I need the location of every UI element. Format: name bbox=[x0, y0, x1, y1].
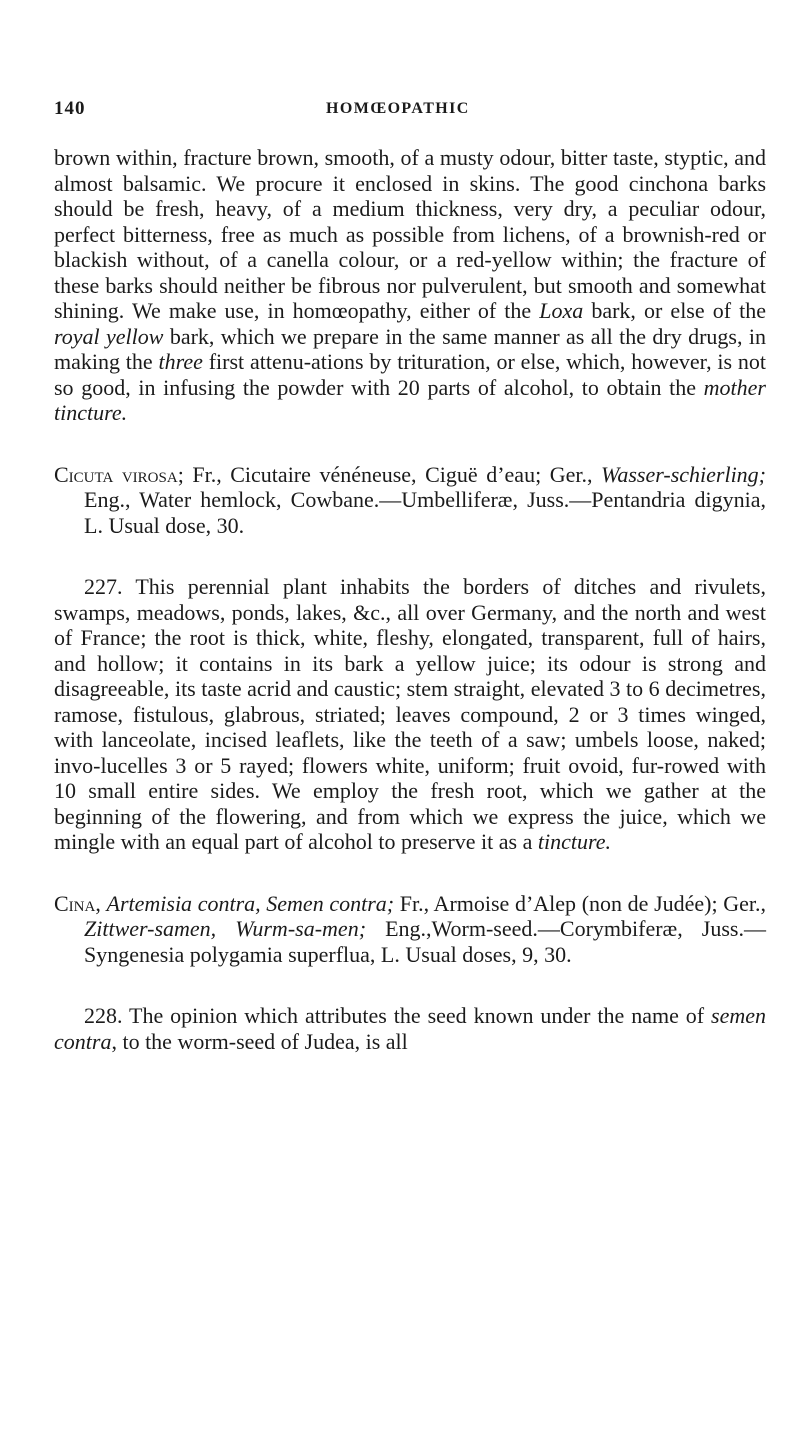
text-run: Fr., Armoise d’Alep (non de Judée); Ger., bbox=[394, 890, 767, 916]
italic-run: Zittwer-samen, Wurm-sa-men; bbox=[84, 916, 367, 941]
page-body bbox=[54, 145, 766, 1054]
running-head bbox=[54, 98, 766, 126]
text-run: brown within, fracture brown, smooth, of a musty odour, bitter taste, styptic, and almost balsamic. We procure it enclosed in skins. The good cinchona barks should be fresh, heavy, of a medium thickness, very dry, a peculiar odour, perfect bitterness, free as much as possible from lichens, of a brownish-red or blackish without, of a canella colour, or a red-yellow within; the fracture of these barks should neither be fibrous nor pulverulent, but smooth and somewhat shining. We make use, in homœopathy, either of the bbox=[54, 145, 766, 323]
entry-cicuta-virosa bbox=[54, 462, 766, 539]
text-run: Eng., Water hemlock, Cowbane.—Umbelliferæ, Juss.—Pentandria digynia, L. Usual dose, 30. bbox=[84, 487, 766, 538]
paragraph-cinchona-continued bbox=[54, 145, 766, 426]
italic-run: Loxa bbox=[539, 298, 584, 323]
italic-run: royal yellow bbox=[54, 323, 164, 349]
italic-run: Artemisia contra, Semen contra; bbox=[106, 890, 395, 916]
text-run: 227. This perennial plant inhabits the borders of ditches and rivulets, swamps, meadows, ponds, lakes, &c., all over Germany, and the north and west of France; the root is thick, white, fleshy, elongated, transparent, full of hairs, and hollow; it contains in its bark a yellow juice; its odour is strong and disagreeable, its taste acrid and caustic; stem straight, elevated 3 to 6 decimetres, ramose, fistulous, glabrous, striated; leaves compound, 2 or 3 times winged, with lanceolate, incised leaflets, like the teeth of a saw; umbels loose, naked; invo-lucelles 3 or 5 rayed; flowers white, uniform; fruit ovoid, fur-rowed with 10 small entire sides. We employ the fresh root, which we gather at the beginning of the flowering, and from which we express the juice, which we mingle with an equal part of alcohol to preserve it as a bbox=[54, 574, 766, 854]
text-run: ; Fr., Cicutaire vénéneuse, Ciguë d’eau; Ger., bbox=[177, 461, 602, 487]
text-run: Eng.,Worm-seed.—Corymbiferæ, Juss.—Syngenesia polygamia superflua, L. Usual doses, 9, 30. bbox=[84, 916, 766, 967]
text-run: 228. The opinion which attributes the seed known under the name of bbox=[84, 1003, 712, 1028]
running-title: HOMŒOPATHIC bbox=[326, 100, 470, 117]
text-run: , bbox=[95, 890, 107, 916]
entry-heading: Cicuta virosa bbox=[54, 461, 178, 487]
entry-cina bbox=[54, 891, 766, 968]
paragraph-227 bbox=[54, 574, 766, 855]
text-run: bark, which we prepare in the same manner as all the dry drugs, in making the bbox=[54, 323, 766, 374]
entry-heading: Cina bbox=[54, 890, 96, 916]
italic-run: semen contra bbox=[54, 1003, 766, 1054]
text-run: first attenu-ations by trituration, or else, which, however, is not so good, in infusing the powder with 20 parts of alcohol, to obtain the bbox=[54, 349, 766, 400]
italic-run: tincture. bbox=[537, 829, 611, 854]
text-run: bark, or else of the bbox=[583, 298, 767, 323]
italic-run: mother tincture. bbox=[54, 374, 766, 425]
italic-run: three bbox=[158, 349, 203, 374]
italic-run: Wasser-schierling; bbox=[601, 461, 767, 487]
page-number: 140 bbox=[54, 98, 86, 119]
paragraph-228 bbox=[54, 1003, 766, 1054]
text-run: , to the worm-seed of Judea, is all bbox=[111, 1028, 408, 1054]
